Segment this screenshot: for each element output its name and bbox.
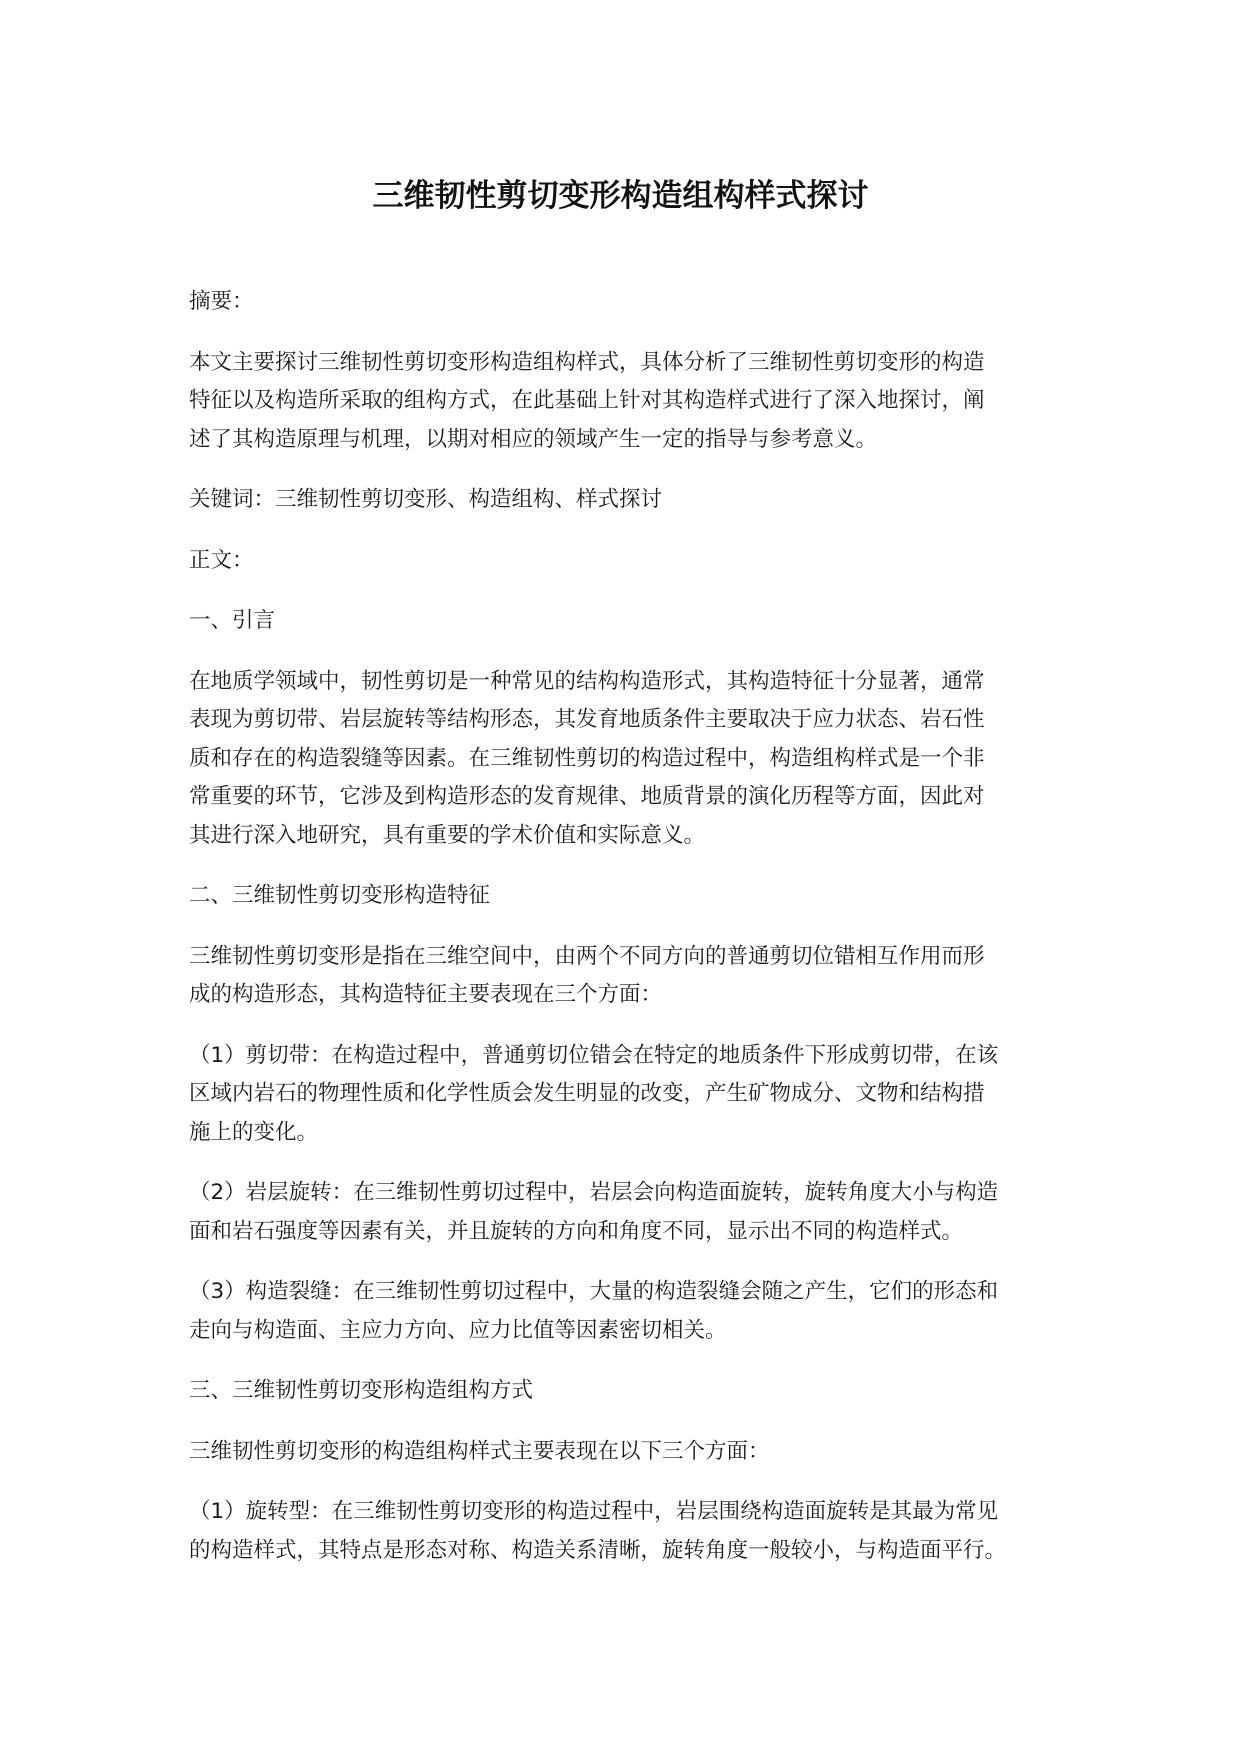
section-heading-features	[189, 877, 1069, 916]
fabric-paragraph	[189, 1433, 1069, 1472]
document-title: 三维韧性剪切变形构造组构样式探讨	[372, 178, 869, 214]
body-heading	[189, 542, 1069, 581]
text-line: 成的构造形态，其构造特征主要表现在三个方面：	[189, 982, 663, 1007]
text-line: 走向与构造面、主应力方向、应力比值等因素密切相关。	[189, 1317, 727, 1343]
text-line: 二、三维韧性剪切变形构造特征	[189, 883, 491, 908]
text-line: 三维韧性剪切变形的构造组构样式主要表现在以下三个方面：	[189, 1438, 770, 1464]
features-paragraph	[189, 938, 1069, 1015]
text-line: 表现为剪切带、岩层旋转等结构形态，其发育地质条件主要取决于应力状态、岩石性	[189, 707, 985, 732]
introduction-paragraph	[189, 663, 1069, 856]
text-line: 三维韧性剪切变形是指在三维空间中，由两个不同方向的普通剪切位错相互作用而形	[189, 943, 985, 969]
text-line: 一、引言	[189, 608, 276, 633]
text-line: 其进行深入地研究，具有重要的学术价值和实际意义。	[189, 822, 706, 848]
text-line: （3）构造裂缝：在三维韧性剪切过程中，大量的构造裂缝会随之产生，它们的形态和	[189, 1279, 999, 1304]
text-line: 本文主要探讨三维韧性剪切变形构造组构样式，具体分析了三维韧性剪切变形的构造	[189, 349, 985, 375]
text-line: （1）剪切带：在构造过程中，普通剪切位错会在特定的地质条件下形成剪切带，在该	[189, 1042, 999, 1068]
feature-item-shear-zone	[189, 1037, 1069, 1153]
text-line: 正文：	[189, 547, 254, 573]
abstract-heading	[189, 283, 1069, 322]
feature-item-fractures	[189, 1273, 1069, 1350]
text-line: 的构造样式，其特点是形态对称、构造关系清晰，旋转角度一般较小，与构造面平行。	[189, 1537, 1007, 1563]
section-heading-fabric	[189, 1372, 1069, 1411]
feature-item-rock-rotation	[189, 1174, 1069, 1251]
keywords-line	[189, 481, 1069, 520]
text-line: （1）旋转型：在三维韧性剪切变形的构造过程中，岩层围绕构造面旋转是其最为常见	[189, 1499, 999, 1524]
text-line: 面和岩石强度等因素有关，并且旋转的方向和角度不同，显示出不同的构造样式。	[189, 1218, 964, 1244]
text-line: 在地质学领域中，韧性剪切是一种常见的结构构造形式，其构造特征十分显著，通常	[189, 668, 985, 694]
text-line: （2）岩层旋转：在三维韧性剪切过程中，岩层会向构造面旋转，旋转角度大小与构造	[189, 1180, 999, 1205]
abstract-paragraph	[189, 344, 1069, 460]
text-line: 区域内岩石的物理性质和化学性质会发生明显的改变，产生矿物成分、文物和结构措	[189, 1081, 985, 1106]
document-body	[189, 283, 1069, 1592]
text-line: 关键词：三维韧性剪切变形、构造组构、样式探讨	[189, 487, 663, 512]
section-heading-introduction	[189, 602, 1069, 641]
text-line: 质和存在的构造裂缝等因素。在三维韧性剪切的构造过程中，构造组构样式是一个非	[189, 745, 985, 771]
text-line: 特征以及构造所采取的组构方式，在此基础上针对其构造样式进行了深入地探讨，阐	[189, 388, 985, 413]
text-line: 摘要：	[189, 289, 254, 314]
text-line: 常重要的环节，它涉及到构造形态的发育规律、地质背景的演化历程等方面，因此对	[189, 784, 985, 809]
text-line: 三、三维韧性剪切变形构造组构方式	[189, 1378, 534, 1403]
text-line: 施上的变化。	[189, 1119, 319, 1145]
fabric-item-rotation-type	[189, 1493, 1069, 1570]
text-line: 述了其构造原理与机理，以期对相应的领域产生一定的指导与参考意义。	[189, 426, 878, 452]
